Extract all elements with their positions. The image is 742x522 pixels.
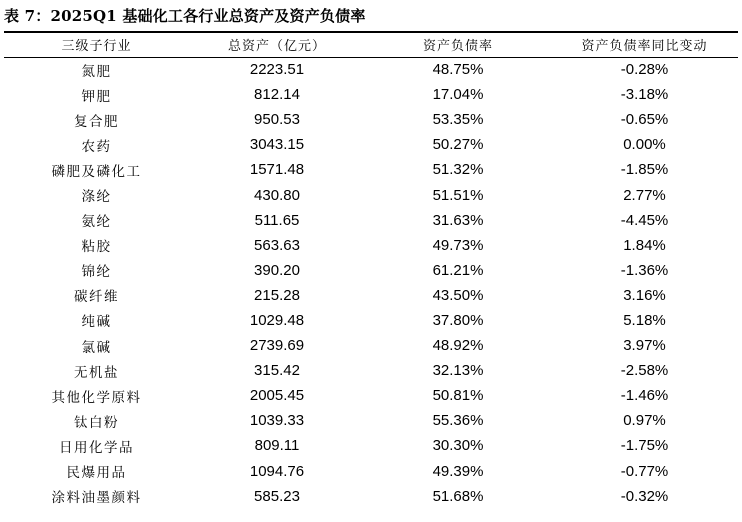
cell-debt-ratio-yoy: -3.18% [620,86,669,104]
cell-debt-ratio-yoy: -0.32% [620,487,669,505]
cell-total-assets: 1039.33 [249,412,305,430]
cell-subindustry: 碳纤维 [74,289,119,306]
cell-total-assets: 2005.45 [249,387,305,405]
cell-total-assets: 950.53 [254,111,300,129]
cell-debt-ratio-yoy: 5.18% [623,311,666,329]
table-row [4,157,738,182]
cell-debt-ratio-yoy: -1.46% [620,387,669,405]
cell-total-assets: 2223.51 [249,61,305,79]
cell-debt-ratio-yoy: -2.58% [620,362,669,380]
cell-debt-ratio: 31.63% [432,211,484,229]
cell-debt-ratio-yoy: 3.16% [623,286,666,304]
table-row [4,233,738,258]
cell-debt-ratio: 51.68% [432,487,484,505]
cell-subindustry: 涤纶 [81,189,112,206]
cell-subindustry: 复合肥 [74,113,119,130]
table-row [4,132,738,157]
cell-subindustry: 纯碱 [81,314,112,331]
cell-debt-ratio: 50.27% [432,136,484,154]
cell-debt-ratio-yoy: -0.28% [620,61,669,79]
table-row [4,82,738,107]
cell-debt-ratio-yoy: 1.84% [623,236,666,254]
table-row [4,182,738,207]
table-row [4,57,738,82]
cell-total-assets: 390.20 [254,261,300,279]
cell-subindustry: 涂料油墨颜料 [51,490,142,507]
cell-total-assets: 315.42 [254,362,300,380]
header-total-assets: 总资产（亿元） [189,32,365,57]
cell-total-assets: 1029.48 [249,311,305,329]
cell-total-assets: 1571.48 [249,161,305,179]
cell-total-assets: 3043.15 [249,136,305,154]
cell-debt-ratio: 51.32% [432,161,484,179]
table-row [4,107,738,132]
cell-subindustry: 氨纶 [81,214,112,231]
cell-total-assets: 215.28 [254,286,300,304]
cell-total-assets: 511.65 [254,211,300,229]
table-row [4,383,738,408]
cell-subindustry: 农药 [81,138,112,155]
cell-debt-ratio: 37.80% [432,311,484,329]
cell-debt-ratio-yoy: -4.45% [620,211,669,229]
cell-debt-ratio-yoy: 3.97% [623,337,666,355]
cell-subindustry: 氯碱 [81,339,112,356]
table-row [4,459,738,484]
cell-debt-ratio-yoy: -1.85% [620,161,669,179]
cell-debt-ratio: 48.92% [432,337,484,355]
cell-debt-ratio: 53.35% [432,111,484,129]
cell-debt-ratio: 32.13% [432,362,484,380]
cell-subindustry: 日用化学品 [59,439,134,456]
cell-subindustry: 氮肥 [81,63,112,80]
cell-debt-ratio-yoy: 0.97% [623,412,666,430]
cell-total-assets: 809.11 [254,437,300,455]
cell-total-assets: 430.80 [254,186,300,204]
cell-debt-ratio: 51.51% [432,186,484,204]
data-table [4,31,738,509]
table-row [4,258,738,283]
table-row [4,433,738,458]
cell-subindustry: 民爆用品 [66,465,127,482]
cell-total-assets: 1094.76 [249,462,305,480]
table-row [4,333,738,358]
cell-subindustry: 钛白粉 [74,414,119,431]
cell-subindustry: 无机盐 [74,364,119,381]
table-row [4,283,738,308]
cell-debt-ratio-yoy: -1.36% [620,261,669,279]
cell-debt-ratio: 49.73% [432,236,484,254]
cell-subindustry: 磷肥及磷化工 [51,163,142,180]
cell-subindustry: 粘胶 [81,239,112,256]
table-row [4,208,738,233]
table-row [4,358,738,383]
cell-debt-ratio: 49.39% [432,462,484,480]
header-subindustry: 三级子行业 [4,32,189,57]
table-row [4,408,738,433]
cell-debt-ratio-yoy: 0.00% [623,136,666,154]
cell-debt-ratio-yoy: -0.77% [620,462,669,480]
table-caption: 表 7：2025Q1 基础化工各行业总资产及资产负债率 [4,7,366,25]
cell-debt-ratio: 17.04% [432,86,484,104]
cell-total-assets: 812.14 [254,86,300,104]
cell-debt-ratio: 61.21% [432,261,484,279]
cell-subindustry: 钾肥 [81,88,112,105]
header-debt-ratio-yoy: 资产负债率同比变动 [551,32,738,57]
cell-debt-ratio: 43.50% [432,286,484,304]
cell-subindustry: 其他化学原料 [51,389,142,406]
cell-subindustry: 锦纶 [81,264,112,281]
header-debt-ratio: 资产负债率 [365,32,551,57]
cell-debt-ratio-yoy: -1.75% [620,437,669,455]
table-row [4,484,738,509]
cell-total-assets: 563.63 [254,236,300,254]
table-row [4,308,738,333]
cell-debt-ratio: 48.75% [432,61,484,79]
cell-debt-ratio-yoy: 2.77% [623,186,666,204]
cell-total-assets: 585.23 [254,487,300,505]
cell-debt-ratio: 55.36% [432,412,484,430]
cell-debt-ratio-yoy: -0.65% [620,111,669,129]
cell-debt-ratio: 50.81% [432,387,484,405]
cell-debt-ratio: 30.30% [432,437,484,455]
table-header-row [4,32,738,57]
cell-total-assets: 2739.69 [249,337,305,355]
